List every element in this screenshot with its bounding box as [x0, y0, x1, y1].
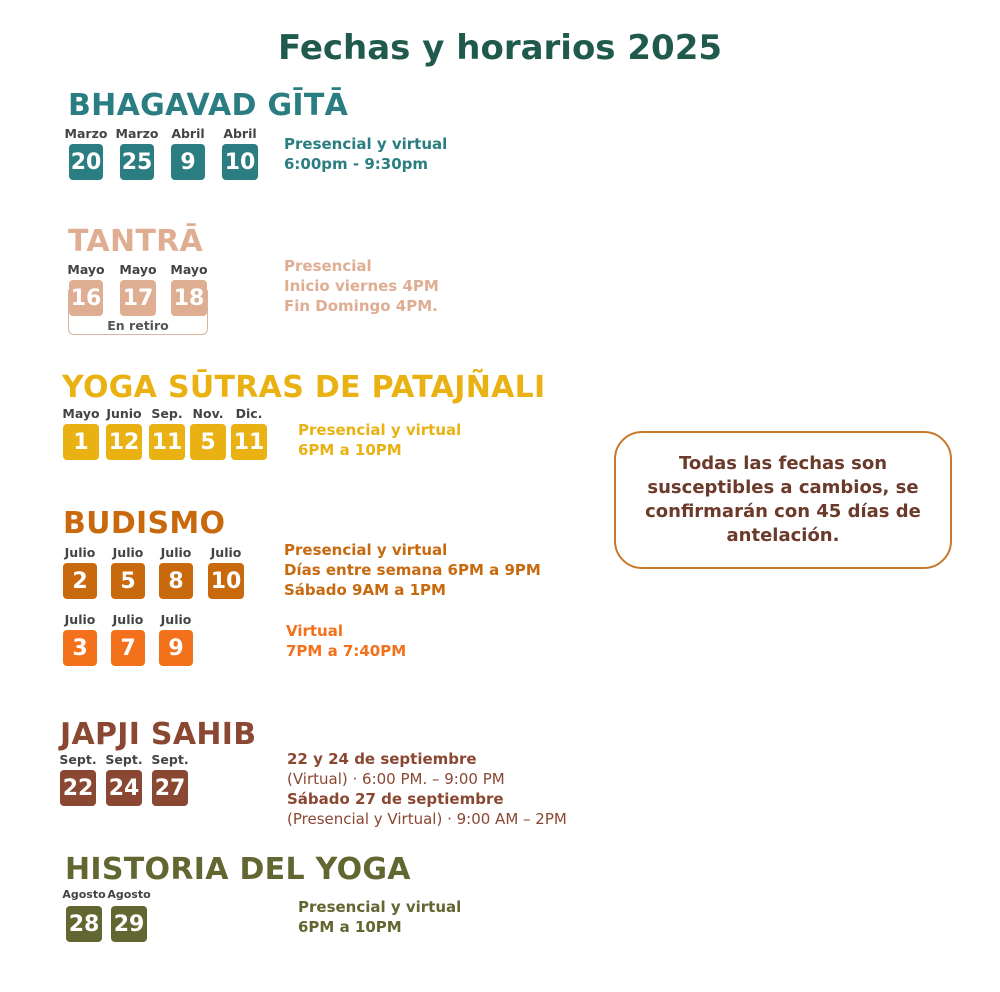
date-day: 27 — [152, 770, 188, 806]
date-month: Julio — [160, 612, 192, 627]
date-day: 9 — [159, 630, 193, 666]
date-day: 10 — [208, 563, 244, 599]
date-sept-22 — [60, 752, 96, 806]
date-day: 11 — [149, 424, 185, 460]
date-month: Mayo — [62, 406, 100, 421]
notice-box: Todas las fechas son susceptibles a cambios, se confirmarán con 45 días de antelación. — [614, 431, 952, 569]
date-day: 17 — [120, 280, 156, 316]
date-junio-12 — [106, 406, 142, 460]
info-line-2: Días entre semana 6PM a 9PM — [284, 561, 541, 579]
date-julio-5 — [111, 545, 145, 599]
section-title: BUDISMO — [63, 506, 226, 541]
info-line-2: 7PM a 7:40PM — [286, 642, 407, 660]
section-title: YOGA SŪTRAS DE PATAJÑALI — [62, 370, 546, 405]
date-mayo-16 — [69, 262, 103, 316]
date-month: Abril — [223, 126, 257, 141]
retiro-label: En retiro — [107, 318, 169, 333]
date-day: 2 — [63, 563, 97, 599]
date-month: Abril — [171, 126, 205, 141]
section-title: HISTORIA DEL YOGA — [65, 852, 411, 887]
date-nov-5 — [190, 406, 226, 460]
info-line-2: (Virtual) · 6:00 PM. – 9:00 PM — [287, 770, 505, 788]
date-agosto-29 — [107, 888, 151, 942]
date-month: Marzo — [64, 126, 108, 141]
section-info — [284, 540, 541, 600]
date-day: 22 — [60, 770, 96, 806]
date-day: 1 — [63, 424, 99, 460]
date-julio-8 — [159, 545, 193, 599]
date-day: 8 — [159, 563, 193, 599]
section-title: JAPJI SAHIB — [60, 717, 257, 752]
date-month: Julio — [160, 545, 192, 560]
date-julio-2 — [63, 545, 97, 599]
info-line-4: (Presencial y Virtual) · 9:00 AM – 2PM — [287, 810, 567, 828]
info-line-1: Presencial y virtual — [298, 898, 462, 916]
info-line-2: 6:00pm - 9:30pm — [284, 155, 429, 173]
date-month: Agosto — [107, 888, 151, 901]
section-info — [284, 134, 447, 174]
date-month: Sept. — [59, 752, 97, 767]
info-line-1: Presencial — [284, 257, 372, 275]
date-day: 3 — [63, 630, 97, 666]
date-month: Julio — [64, 612, 96, 627]
date-dic-11 — [231, 406, 267, 460]
date-mayo-1 — [63, 406, 99, 460]
section-info — [298, 897, 461, 937]
section-info — [284, 256, 439, 316]
date-day: 25 — [120, 144, 154, 180]
date-month: Nov. — [192, 406, 224, 421]
date-mayo-18 — [171, 262, 207, 316]
info-line-3: Sábado 9AM a 1PM — [284, 581, 446, 599]
info-line-1: Presencial y virtual — [284, 135, 448, 153]
info-line-1: Presencial y virtual — [284, 541, 448, 559]
page-title: Fechas y horarios 2025 — [277, 28, 723, 68]
date-julio-10 — [208, 545, 244, 599]
section-virtual-info — [286, 621, 406, 661]
section-title: BHAGAVAD GĪTĀ — [68, 88, 349, 123]
date-month: Julio — [210, 545, 242, 560]
date-abril-9 — [171, 126, 205, 180]
date-day: 9 — [171, 144, 205, 180]
info-line-2: 6PM a 10PM — [298, 918, 402, 936]
info-line-1: 22 y 24 de septiembre — [287, 750, 477, 768]
date-month: Julio — [112, 545, 144, 560]
date-day: 20 — [69, 144, 103, 180]
date-sept-24 — [106, 752, 142, 806]
date-day: 18 — [171, 280, 207, 316]
date-month: Marzo — [115, 126, 159, 141]
date-day: 10 — [222, 144, 258, 180]
date-month: Dic. — [235, 406, 263, 421]
date-mayo-17 — [120, 262, 156, 316]
date-day: 5 — [190, 424, 226, 460]
info-line-3: Sábado 27 de septiembre — [287, 790, 504, 808]
date-month: Mayo — [170, 262, 208, 277]
date-day: 28 — [66, 906, 102, 942]
date-agosto-28 — [62, 888, 106, 942]
section-info — [287, 749, 567, 829]
date-month: Sept. — [105, 752, 143, 767]
date-day: 7 — [111, 630, 145, 666]
date-sep-11 — [149, 406, 185, 460]
info-line-3: Fin Domingo 4PM. — [284, 297, 438, 315]
section-info — [298, 420, 461, 460]
date-month: Agosto — [62, 888, 106, 901]
date-day: 5 — [111, 563, 145, 599]
date-day: 16 — [69, 280, 103, 316]
date-marzo-20 — [64, 126, 108, 180]
date-abril-10 — [222, 126, 258, 180]
date-month: Mayo — [67, 262, 105, 277]
date-month: Julio — [64, 545, 96, 560]
date-month: Mayo — [119, 262, 157, 277]
date-month: Sep. — [151, 406, 183, 421]
date-day: 11 — [231, 424, 267, 460]
date-marzo-25 — [115, 126, 159, 180]
date-day: 24 — [106, 770, 142, 806]
info-line-1: Virtual — [286, 622, 343, 640]
date-month: Julio — [112, 612, 144, 627]
info-line-2: Inicio viernes 4PM — [284, 277, 439, 295]
info-line-2: 6PM a 10PM — [298, 441, 402, 459]
info-line-1: Presencial y virtual — [298, 421, 462, 439]
date-sept-27 — [152, 752, 188, 806]
section-title: TANTRĀ — [68, 224, 204, 259]
date-julio-7 — [111, 612, 145, 666]
date-month: Junio — [106, 406, 142, 421]
date-julio-3 — [63, 612, 97, 666]
date-julio-9 — [159, 612, 193, 666]
date-month: Sept. — [151, 752, 189, 767]
date-day: 12 — [106, 424, 142, 460]
date-day: 29 — [111, 906, 147, 942]
